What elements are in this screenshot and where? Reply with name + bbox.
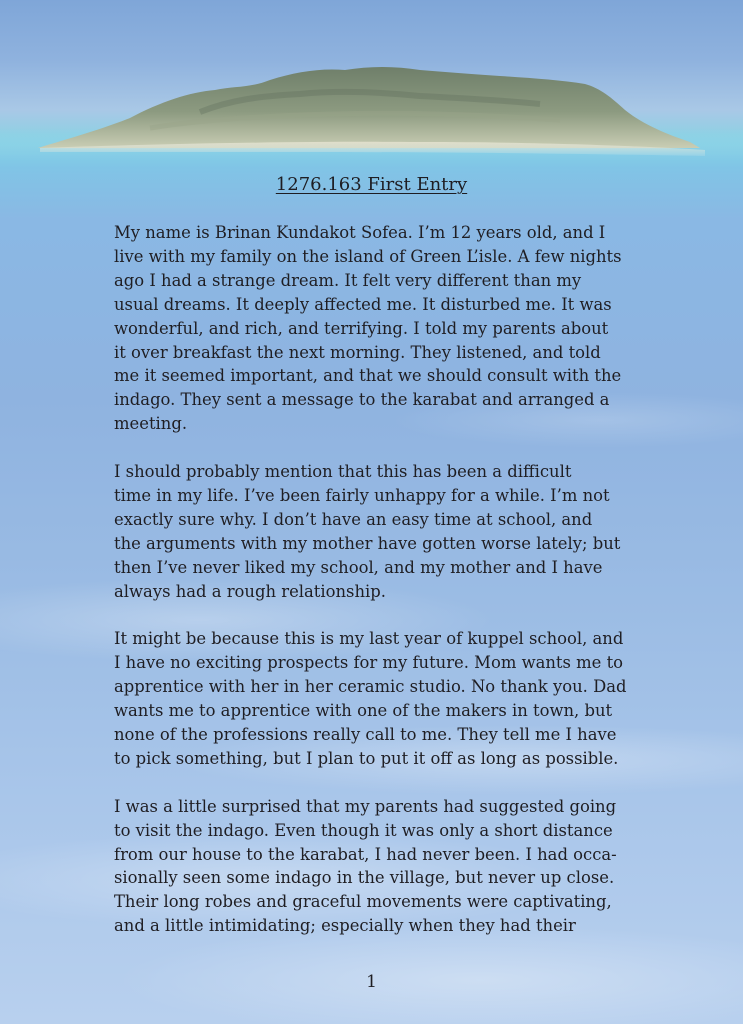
text-line: exactly sure why. I don’t have an easy time at school, and bbox=[114, 509, 593, 529]
text-line: then I’ve never liked my school, and my mother and I have bbox=[114, 557, 603, 577]
text-line: I was a little surprised that my parents had suggested going bbox=[114, 796, 617, 816]
page-number: 1 bbox=[366, 972, 377, 992]
text-line: from our house to the karabat, I had never been. I had occa- bbox=[114, 844, 617, 864]
text-line: apprentice with her in her ceramic studio. No thank you. Dad bbox=[114, 677, 627, 697]
text-line: wants me to apprentice with one of the makers in town, but bbox=[114, 701, 613, 721]
entry-title: 1276.163 First Entry bbox=[275, 174, 468, 195]
text-line: wonderful, and rich, and terrifying. I told my parents about bbox=[114, 318, 609, 338]
text-line: time in my life. I’ve been fairly unhappy for a while. I’m not bbox=[114, 485, 610, 505]
text-line: always had a rough relationship. bbox=[114, 581, 386, 601]
text-line: I should probably mention that this has been a difficult bbox=[114, 462, 572, 482]
text-line: it over breakfast the next morning. They listened, and told bbox=[114, 342, 601, 362]
text-line: live with my family on the island of Green L’isle. A few nights bbox=[114, 246, 622, 266]
paragraph bbox=[114, 627, 674, 770]
text-line: none of the professions really call to me. They tell me I have bbox=[114, 725, 617, 744]
text-line: sionally seen some indago in the village, but never up close. bbox=[114, 868, 615, 888]
text-line: to pick something, but I plan to put it off as long as possible. bbox=[114, 748, 619, 768]
paragraph bbox=[114, 795, 674, 938]
text-line: and a little intimidating; especially when they had their bbox=[114, 916, 576, 936]
text-line: the arguments with my mother have gotten worse lately; but bbox=[114, 533, 621, 553]
entry-body bbox=[114, 221, 674, 962]
text-line: indago. They sent a message to the karabat and arranged a bbox=[114, 390, 610, 410]
paragraph bbox=[114, 221, 674, 436]
text-line: My name is Brinan Kundakot Sofea. I’m 12 years old, and I bbox=[114, 223, 606, 242]
paragraph bbox=[114, 460, 674, 603]
text-line: usual dreams. It deeply affected me. It disturbed me. It was bbox=[114, 294, 612, 314]
text-line: I have no exciting prospects for my future. Mom wants me to bbox=[114, 653, 624, 673]
text-line: me it seemed important, and that we should consult with the bbox=[114, 366, 622, 386]
text-line: It might be because this is my last year of kuppel school, and bbox=[114, 629, 624, 649]
text-line: meeting. bbox=[114, 414, 188, 434]
text-line: to visit the indago. Even though it was only a short distance bbox=[114, 820, 613, 840]
island-illustration bbox=[0, 0, 743, 180]
text-line: Their long robes and graceful movements were captivating, bbox=[114, 892, 612, 912]
text-line: ago I had a strange dream. It felt very different than my bbox=[114, 270, 582, 290]
